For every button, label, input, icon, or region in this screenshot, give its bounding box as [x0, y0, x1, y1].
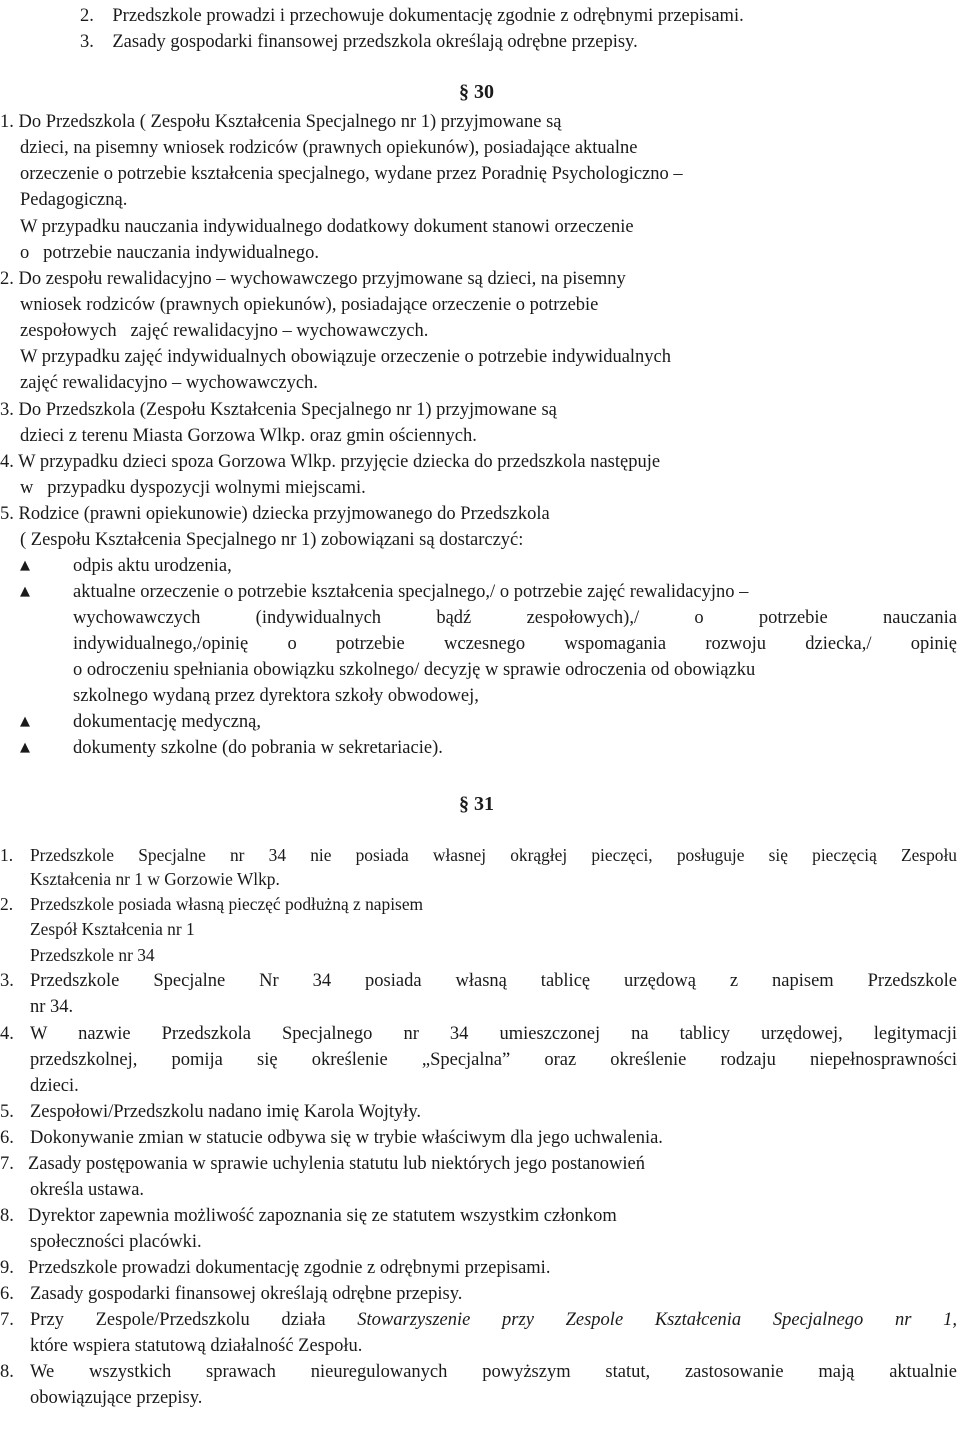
s30-p1-line4: Pedagogiczną.: [20, 190, 128, 210]
s30-bullet-1: odpis aktu urodzenia,: [73, 556, 232, 576]
s30-p5-line1: 5. Rodzice (prawni opiekunowie) dziecka przyjmowanego do Przedszkola: [0, 504, 550, 524]
s30-p1-line3: orzeczenie o potrzebie kształcenia specjalnego, wydane przez Poradnię Psychologiczno –: [20, 164, 683, 184]
s30-bullet-2-line3: indywidualnego,/opinię o potrzebie wczesnego wspomagania rozwoju dziecka,/ opinię: [73, 634, 957, 654]
s31-item-7-line1: Zasady postępowania w sprawie uchylenia statutu lub niektórych jego postanowień: [28, 1154, 646, 1174]
s31-item-5: Zespołowi/Przedszkolu nadano imię Karola Wojtyły.: [30, 1102, 422, 1122]
s31-item-8b-line2: obowiązujące przepisy.: [30, 1388, 203, 1408]
s31-num-4: 4.: [0, 1024, 14, 1044]
s31-item-8-line1: Dyrektor zapewnia możliwość zapoznania się ze statutem wszystkim członkom: [28, 1206, 617, 1226]
s30-p4-line1: 4. W przypadku dzieci spoza Gorzowa Wlkp. przyjęcie dziecka do przedszkola następuje: [0, 452, 661, 472]
s31-num-7: 7.: [0, 1154, 14, 1174]
s31-num-6b: 6.: [0, 1284, 14, 1304]
s31-item-2-line1: Przedszkole posiada własną pieczęć podłużną z napisem: [30, 894, 424, 914]
s31-item-6: Dokonywanie zmian w statucie odbywa się w trybie właściwym dla jego uchwalenia.: [30, 1128, 663, 1148]
s31-num-8b: 8.: [0, 1362, 14, 1382]
s30-p2-line4: W przypadku zajęć indywidualnych obowiązuje orzeczenie o potrzebie indywidualnych: [20, 347, 672, 367]
s31-item-1-line1: Przedszkole Specjalne nr 34 nie posiada własnej okrągłej pieczęci, posługuje się pieczęcią Zespołu: [30, 845, 957, 865]
s31-item-9: Przedszkole prowadzi dokumentację zgodnie z odrębnymi przepisami.: [28, 1258, 551, 1278]
s30-p1-line5: W przypadku nauczania indywidualnego dodatkowy dokument stanowi orzeczenie: [20, 217, 634, 237]
bullet-icon: ▲: [20, 714, 30, 729]
s31-item-8-line2: społeczności placówki.: [30, 1232, 202, 1252]
bullet-icon: ▲: [20, 584, 30, 599]
s30-p2-line1: 2. Do zespołu rewalidacyjno – wychowawczego przyjmowane są dzieci, na pisemny: [0, 269, 626, 289]
s30-bullet-3: dokumentację medyczną,: [73, 712, 261, 732]
s30-p4-line2: w przypadku dyspozycji wolnymi miejscami.: [20, 478, 366, 498]
s30-bullet-2-line4: o odroczeniu spełniania obowiązku szkolnego/ decyzję w sprawie odroczenia od obowiązku: [73, 660, 756, 680]
s31-item-2-line2: Zespół Kształcenia nr 1: [30, 919, 195, 939]
s31-item-7-line2: określa ustawa.: [30, 1180, 145, 1200]
s31-item-7b-line1: [30, 1309, 957, 1331]
s30-p1-line2: dzieci, na pisemny wniosek rodziców (prawnych opiekunów), posiadające aktualne: [20, 138, 638, 158]
s31-item-2-line3: Przedszkole nr 34: [30, 945, 155, 965]
s30-p3-line1: 3. Do Przedszkola (Zespołu Kształcenia Specjalnego nr 1) przyjmowane są: [0, 400, 557, 420]
s31-item-3-line2: nr 34.: [30, 997, 74, 1017]
s31-num-8: 8.: [0, 1206, 14, 1226]
top-item-2: 2. Przedszkole prowadzi i przechowuje dokumentację zgodnie z odrębnymi przepisami.: [80, 6, 744, 26]
s31-item-4-line3: dzieci.: [30, 1076, 79, 1096]
s31-item-1-line2: Kształcenia nr 1 w Gorzowie Wlkp.: [30, 869, 280, 889]
s31-item-7b-text: Przy Zespole/Przedszkolu działa: [30, 1310, 358, 1330]
s30-p1-line1: 1. Do Przedszkola ( Zespołu Kształcenia Specjalnego nr 1) przyjmowane są: [0, 112, 562, 132]
s31-num-2: 2.: [0, 894, 14, 914]
s30-p2-line2: wniosek rodziców (prawnych opiekunów), posiadające orzeczenie o potrzebie: [20, 295, 599, 315]
s30-p2-line5: zajęć rewalidacyjno – wychowawczych.: [20, 373, 318, 393]
s31-item-7b-association: Stowarzyszenie przy Zespole Kształcenia Specjalnego nr 1,: [357, 1310, 958, 1330]
s30-bullet-2-line1: aktualne orzeczenie o potrzebie kształcenia specjalnego,/ o potrzebie zajęć rewalidacyjno –: [73, 582, 749, 602]
s31-num-5: 5.: [0, 1102, 14, 1122]
s30-p5-line2: ( Zespołu Kształcenia Specjalnego nr 1) zobowiązani są dostarczyć:: [20, 530, 524, 550]
section-31-heading: § 31: [459, 793, 494, 815]
s30-p1-line6: o potrzebie nauczania indywidualnego.: [20, 243, 319, 263]
s31-num-7b: 7.: [0, 1310, 14, 1330]
s31-num-1: 1.: [0, 845, 14, 865]
bullet-icon: ▲: [20, 740, 30, 755]
s31-item-4-line1: W nazwie Przedszkola Specjalnego nr 34 umieszczonej na tablicy urzędowej, legitymacji: [30, 1024, 957, 1044]
s31-num-9: 9.: [0, 1258, 14, 1278]
s30-bullet-2-line2: wychowawczych (indywidualnych bądź zespołowych),/ o potrzebie nauczania: [73, 608, 957, 628]
bullet-icon: ▲: [20, 558, 30, 573]
s31-item-8b-line1: We wszystkich sprawach nieuregulowanych powyższym statut, zastosowanie mają aktualnie: [30, 1362, 957, 1382]
s31-item-3-line1: Przedszkole Specjalne Nr 34 posiada własną tablicę urzędową z napisem Przedszkole: [30, 971, 957, 991]
s30-bullet-4: dokumenty szkolne (do pobrania w sekretariacie).: [73, 738, 443, 758]
s30-p2-line3: zespołowych zajęć rewalidacyjno – wychowawczych.: [20, 321, 429, 341]
s31-num-3: 3.: [0, 971, 14, 991]
s31-item-6b: Zasady gospodarki finansowej określają odrębne przepisy.: [30, 1284, 463, 1304]
s30-p3-line2: dzieci z terenu Miasta Gorzowa Wlkp. oraz gmin ościennych.: [20, 426, 477, 446]
s30-bullet-2-line5: szkolnego wydaną przez dyrektora szkoły obwodowej,: [73, 686, 479, 706]
s31-item-4-line2: przedszkolnej, pomija się określenie „Specjalna” oraz określenie rodzaju niepełnosprawności: [30, 1050, 957, 1070]
s31-num-6: 6.: [0, 1128, 14, 1148]
section-30-heading: § 30: [459, 81, 494, 103]
s31-item-7b-line2: które wspiera statutową działalność Zespołu.: [30, 1336, 363, 1356]
top-item-3: 3. Zasady gospodarki finansowej przedszkola określają odrębne przepisy.: [80, 32, 638, 52]
